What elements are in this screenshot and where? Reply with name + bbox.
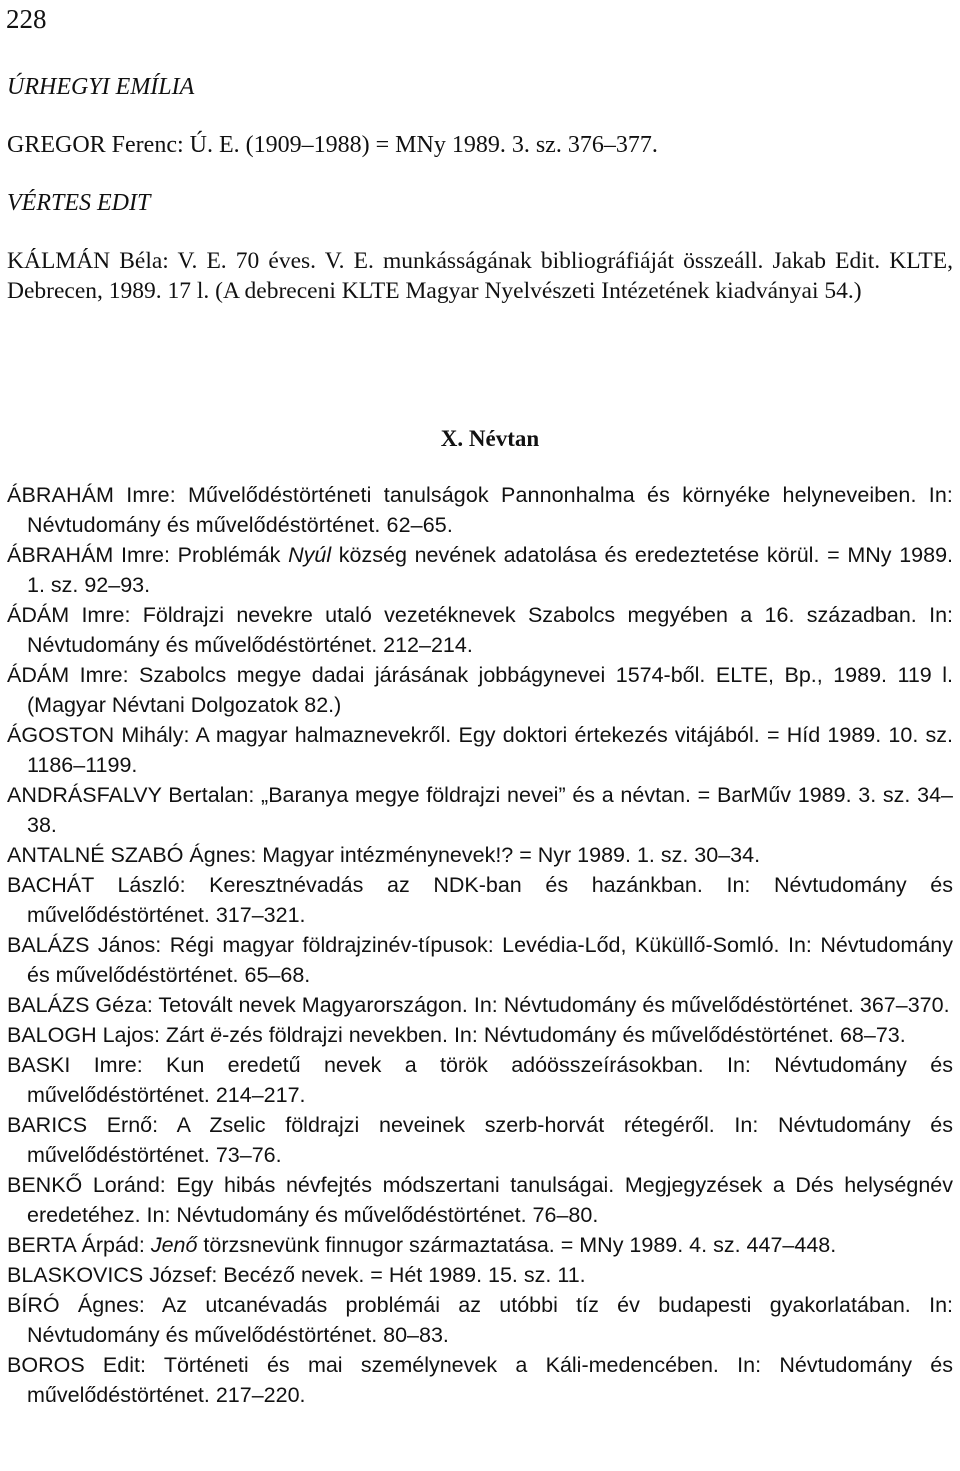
- entry-text: ÁDÁM Imre: Szabolcs megye dadai járásának jobbágynevei 1574-ből. ELTE, Bp., 1989. 119 l. (Magyar Névtani Dolgozatok 82.): [7, 663, 953, 717]
- chapter-title: X. Névtan: [440, 426, 540, 451]
- list-item: [7, 840, 953, 870]
- list-item: [7, 930, 953, 990]
- entry-text: BALOGH Lajos: Zárt: [7, 1023, 211, 1047]
- list-item: [7, 1170, 953, 1230]
- entry-italic-text: Jenő: [150, 1233, 198, 1257]
- author-name: ÚRHEGYI EMÍLIA: [7, 74, 195, 100]
- entry-italic-text: Nyúl: [288, 543, 332, 567]
- list-item: [7, 720, 953, 780]
- list-item: [7, 1350, 953, 1410]
- list-item: [7, 1050, 953, 1110]
- author-heading: [7, 188, 953, 218]
- list-item: [7, 1110, 953, 1170]
- author-name: VÉRTES EDIT: [7, 190, 151, 216]
- entry-text: ÁDÁM Imre: Földrajzi nevekre utaló vezetéknevek Szabolcs megyében a 16. században. In: Névtudomány és művelődéstörténet. 212–214.: [7, 603, 953, 657]
- entry-text: BLASKOVICS József: Becéző nevek. = Hét 1989. 15. sz. 11.: [7, 1263, 586, 1287]
- entry-text: ÁGOSTON Mihály: A magyar halmaznevekről. Egy doktori értekezés vitájából. = Híd 1989. 10. sz. 1186–1199.: [7, 723, 953, 777]
- list-item: [7, 990, 953, 1020]
- entry-text: KÁLMÁN Béla: V. E. 70 éves. V. E. munkásságának bibliográfiáját összeáll. Jakab Edit. KLTE, Debrecen, 1989. 17 l. (A debreceni KLTE Magyar Nyelvészeti Intézetének kiadványai 54.): [7, 248, 953, 304]
- bibliography-entry: [7, 246, 953, 306]
- entry-text: BOROS Edit: Történeti és mai személynevek a Káli-medencében. In: Névtudomány és művelődéstörténet. 217–220.: [7, 1353, 953, 1407]
- entry-text-continued: törzsnevünk finnugor származtatása. = MNy 1989. 4. sz. 447–448.: [197, 1233, 837, 1257]
- entry-text: BARICS Ernő: A Zselic földrajzi neveinek szerb-horvát rétegéről. In: Névtudomány és művelődéstörténet. 73–76.: [7, 1113, 953, 1167]
- entry-text-continued: község nevének adatolása és eredeztetése körül. = MNy 1989. 1. sz. 92–93.: [27, 543, 954, 597]
- list-item: [7, 870, 953, 930]
- entry-text: BENKŐ Loránd: Egy hibás névfejtés módszertani tanulságai. Megjegyzések a Dés helységnév eredetéhez. In: Névtudomány és művelődéstörténet. 76–80.: [7, 1173, 953, 1227]
- page-number: 228: [6, 4, 47, 34]
- list-item: [7, 660, 953, 720]
- entry-text: ANTALNÉ SZABÓ Ágnes: Magyar intézménynevek!? = Nyr 1989. 1. sz. 30–34.: [7, 843, 761, 867]
- entry-text-continued: -zés földrajzi nevekben. In: Névtudomány és művelődéstörténet. 68–73.: [222, 1023, 906, 1047]
- entry-text: BERTA Árpád:: [7, 1233, 151, 1257]
- entry-text: ÁBRAHÁM Imre: Problémák: [7, 543, 289, 567]
- entry-italic-text: ë: [210, 1023, 223, 1047]
- list-item: [7, 1260, 953, 1290]
- entry-text: GREGOR Ferenc: Ú. E. (1909–1988) = MNy 1989. 3. sz. 376–377.: [7, 132, 658, 158]
- entry-list: [7, 480, 953, 1410]
- list-item: [7, 540, 953, 600]
- list-item: [7, 600, 953, 660]
- entry-text: ÁBRAHÁM Imre: Művelődéstörténeti tanulságok Pannonhalma és környéke helyneveiben. In: Névtudomány és művelődéstörténet. 62–65.: [7, 483, 953, 537]
- author-heading: [7, 72, 953, 102]
- entry-text: BÍRÓ Ágnes: Az utcanévadás problémái az utóbbi tíz év budapesti gyakorlatában. In: Névtudomány és művelődéstörténet. 80–83.: [7, 1293, 953, 1347]
- entry-text: BACHÁT László: Keresztnévadás az NDK-ban és hazánkban. In: Névtudomány és művelődéstörténet. 317–321.: [7, 873, 953, 927]
- list-item: [7, 1290, 953, 1350]
- list-item: [7, 1230, 953, 1260]
- list-item: [7, 1020, 953, 1050]
- entry-text: BALÁZS Géza: Tetovált nevek Magyarországon. In: Névtudomány és művelődéstörténet. 367–370.: [7, 993, 950, 1017]
- entry-text: BASKI Imre: Kun eredetű nevek a török adóösszeírásokban. In: Névtudomány és művelődéstörténet. 214–217.: [7, 1053, 953, 1107]
- entry-text: BALÁZS János: Régi magyar földrajzinév-típusok: Levédia-Lőd, Küküllő-Somló. In: Névtudomány és művelődéstörténet. 65–68.: [7, 933, 953, 987]
- bibliography-entry: [7, 130, 953, 160]
- list-item: [7, 780, 953, 840]
- entry-text: ANDRÁSFALVY Bertalan: „Baranya megye földrajzi nevei” és a névtan. = BarMűv 1989. 3. sz. 34–38.: [7, 783, 953, 837]
- list-item: [7, 480, 953, 540]
